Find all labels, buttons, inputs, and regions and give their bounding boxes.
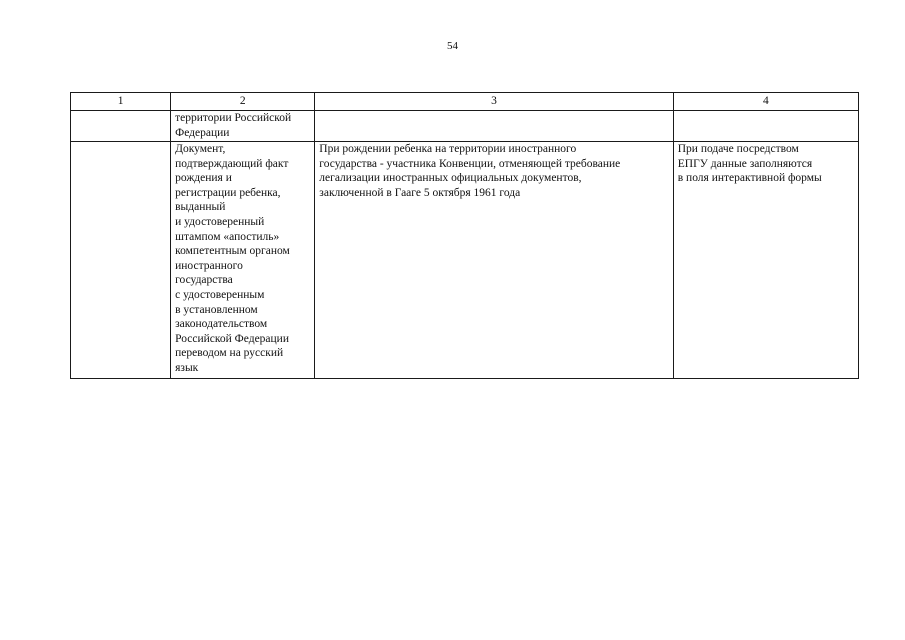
column-header-3: 3	[315, 93, 673, 111]
document-name-cell: Документ, подтверждающий факт рождения и регистрации ребенка, выданный и удостоверенный штампом «апостиль» компетентным органом иностранного государства с удостоверенным в установленном законодательством Российской Федерации переводом на русский язык	[171, 142, 315, 379]
table-cell	[71, 111, 171, 142]
submission-note-cell: При подаче посредством ЕПГУ данные заполняются в поля интерактивной формы	[673, 142, 858, 379]
table-row	[71, 111, 859, 142]
document-table	[70, 92, 859, 379]
table-header-row	[71, 93, 859, 111]
condition-cell: При рождении ребенка на территории иностранного государства - участника Конвенции, отменяющей требование легализации иностранных официальных документов, заключенной в Гааге 5 октября 1961 года	[315, 142, 673, 379]
table-cell	[71, 142, 171, 379]
table-cell: территории Российской Федерации	[171, 111, 315, 142]
table-cell	[673, 111, 858, 142]
table-cell	[315, 111, 673, 142]
page-number: 54	[447, 40, 458, 52]
column-header-2: 2	[171, 93, 315, 111]
column-header-1: 1	[71, 93, 171, 111]
table-row	[71, 142, 859, 379]
column-header-4: 4	[673, 93, 858, 111]
